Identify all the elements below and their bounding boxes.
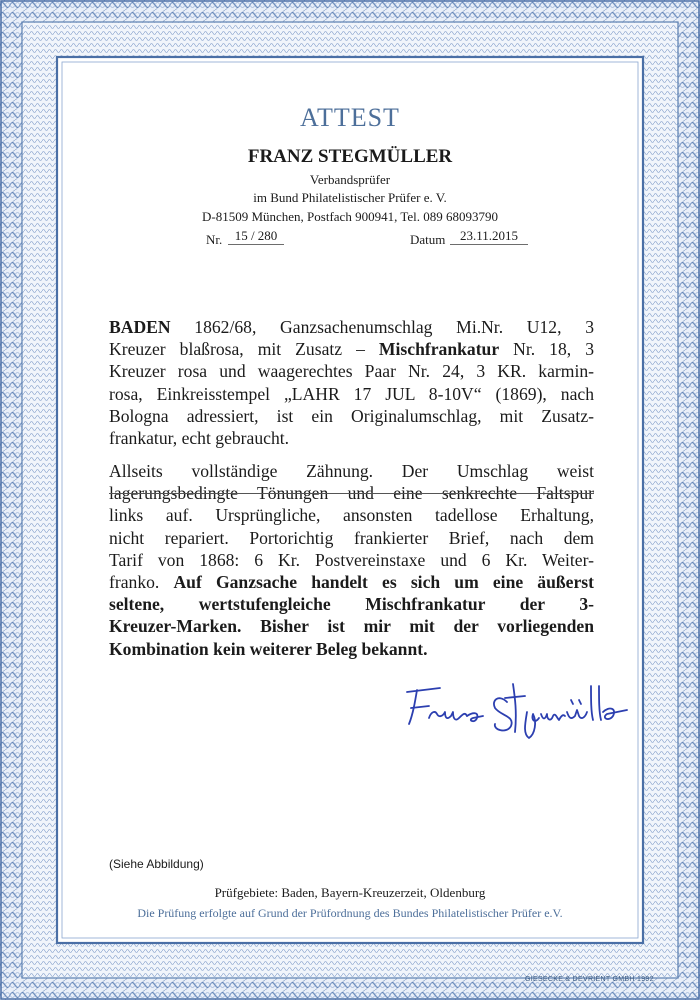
examiner-association: im Bund Philatelistischer Prüfer e. V.	[253, 190, 447, 205]
para2-line: Tarif von 1868: 6 Kr. Postvereinstaxe und 6 Kr. Weiter-	[109, 549, 594, 570]
para2-line: lagerungsbedingte Tönungen und eine senkrechte Faltspur	[109, 483, 594, 504]
examination-regulation-note: Die Prüfung erfolgte auf Grund der Prüfordnung des Bundes Philatelistischer Prüfer e.V.	[137, 906, 563, 920]
para1-line2-post: Nr. 18, 3	[499, 339, 594, 360]
para2-line: seltene, wertstufengleiche Mischfrankatur der 3-	[109, 594, 594, 615]
para1-line: Kreuzer rosa und waagerechtes Paar Nr. 24, 3 KR. karmin-	[109, 361, 594, 382]
para1-line	[109, 338, 594, 360]
examiner-role: Verbandsprüfer	[309, 172, 391, 187]
para1-line	[109, 316, 594, 338]
para1-line2-pre: Kreuzer blaßrosa, mit Zusatz –	[109, 339, 379, 360]
country-name: BADEN	[109, 317, 171, 337]
rarity-statement-start: Auf Ganzsache handelt es sich um eine äußerst	[173, 572, 594, 593]
see-illustration-note: (Siehe Abbildung)	[109, 857, 204, 871]
mischfrankatur-term: Mischfrankatur	[378, 339, 500, 360]
date-label: Datum	[410, 232, 446, 247]
attest-title: ATTEST	[300, 103, 400, 132]
certificate-number: 15 / 280	[228, 228, 284, 245]
description-paragraph	[109, 316, 594, 449]
condition-paragraph	[109, 460, 594, 660]
para1-line: Bologna adressiert, ist ein Originalumschlag, mit Zusatz-	[109, 405, 594, 426]
para2-line: Kombination kein weiterer Beleg bekannt.	[109, 638, 428, 659]
certificate-date: 23.11.2015	[450, 228, 528, 245]
para2-line: nicht repariert. Portorichtig frankierter Brief, nach dem	[109, 527, 594, 548]
para1-line: rosa, Einkreisstempel „LAHR 17 JUL 8-10V“ (1869), nach	[109, 383, 594, 404]
examiner-signature	[395, 672, 635, 742]
para1-line1-text: 1862/68, Ganzsachenumschlag Mi.Nr. U12, 3	[170, 317, 594, 337]
para2-line: links auf. Ursprüngliche, ansonsten tadellose Erhaltung,	[109, 505, 594, 526]
printer-imprint: GIESECKE & DEVRIENT GMBH 1992	[525, 976, 654, 983]
para2-line: Allseits vollständige Zähnung. Der Umschlag weist	[109, 461, 594, 481]
para2-line: Kreuzer-Marken. Bisher ist mir mit der vorliegenden	[109, 616, 594, 637]
certificate-number-label: Nr.	[206, 232, 223, 247]
examiner-name: FRANZ STEGMÜLLER	[247, 146, 453, 167]
para2-line6-plain: franko.	[109, 572, 174, 593]
examiner-address: D-81509 München, Postfach 900941, Tel. 089 68093790	[201, 209, 499, 224]
para2-line	[109, 571, 594, 593]
para1-line: frankatur, echt gebraucht.	[109, 428, 290, 449]
examination-areas: Prüfgebiete: Baden, Bayern-Kreuzerzeit, Oldenburg	[214, 885, 486, 900]
